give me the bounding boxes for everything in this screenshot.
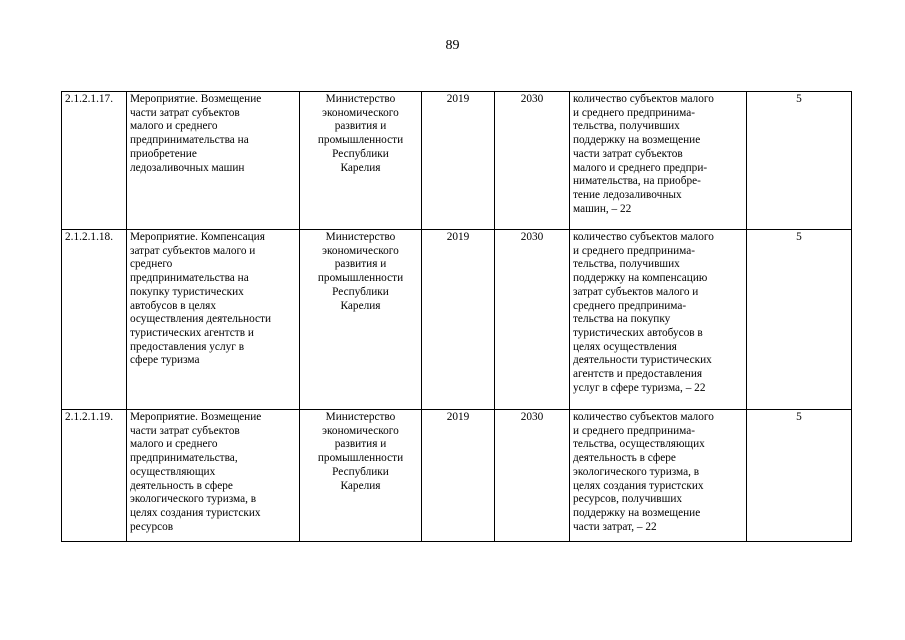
indicator-description-line: поддержку на возмещение <box>573 134 701 147</box>
executor-line: промышленности <box>317 452 404 465</box>
event-description-line: ледозаливочных машин <box>130 161 245 174</box>
item-number: 2.1.2.1.18. <box>62 230 127 410</box>
indicator-description-line: машин, – 22 <box>573 202 632 215</box>
indicator-description-line: малого и среднего предпри- <box>573 161 708 174</box>
event-description <box>127 92 300 230</box>
event-description-line: покупку туристических <box>130 285 244 298</box>
executor-line: промышленности <box>317 272 404 285</box>
end-year: 2030 <box>495 230 570 410</box>
event-description-line: Мероприятие. Возмещение <box>130 411 262 423</box>
event-description-line: малого и среднего <box>130 120 218 133</box>
event-description-line: экологического туризма, в <box>130 493 257 506</box>
indicator-value: 5 <box>747 230 852 410</box>
indicator-description-line: деятельности туристических <box>573 354 712 367</box>
indicator-description-line: и среднего предпринима- <box>573 244 696 257</box>
indicator-description-line: затрат субъектов малого и <box>573 285 699 298</box>
indicator-description-line: целях осуществления <box>573 340 677 353</box>
executor-line: развития и <box>334 438 387 451</box>
event-description-line: целях создания туристских <box>130 506 261 519</box>
indicator-description-line: части затрат субъектов <box>573 147 683 160</box>
indicator-description <box>570 230 747 410</box>
executor-line: развития и <box>334 258 387 271</box>
indicator-description-line: поддержку на компенсацию <box>573 272 708 285</box>
indicator-description-line: тельства, получивших <box>573 120 680 133</box>
executor-line: развития и <box>334 120 387 133</box>
executor <box>300 410 422 542</box>
indicator-description-line: среднего предпринима- <box>573 299 687 312</box>
event-description-line: сфере туризма <box>130 354 200 367</box>
end-year: 2030 <box>495 410 570 542</box>
executor <box>300 92 422 230</box>
event-description <box>127 410 300 542</box>
event-description-line: предпринимательства на <box>130 134 249 147</box>
indicator-description-line: туристических автобусов в <box>573 326 703 339</box>
table-body <box>62 92 852 542</box>
event-description <box>127 230 300 410</box>
executor-line: Карелия <box>340 479 381 492</box>
indicator-description-line: агентств и предоставления <box>573 368 703 381</box>
indicator-description-line: количество субъектов малого <box>573 93 714 105</box>
event-description-line: среднего <box>130 258 173 271</box>
executor-line: Республики <box>332 465 389 478</box>
end-year: 2030 <box>495 92 570 230</box>
event-description-line: части затрат субъектов <box>130 424 240 437</box>
event-description-line: осуществляющих <box>130 465 216 478</box>
event-description-line: малого и среднего <box>130 438 218 451</box>
executor-line: экономического <box>322 244 399 257</box>
executor <box>300 230 422 410</box>
executor-line: Республики <box>332 147 389 160</box>
event-description-line: предоставления услуг в <box>130 340 245 353</box>
event-description-line: части затрат субъектов <box>130 106 240 119</box>
indicator-description-line: услуг в сфере туризма, – 22 <box>573 381 706 394</box>
indicator-description-line: ресурсов, получивших <box>573 493 683 506</box>
executor-line: Карелия <box>340 161 381 174</box>
event-description-line: Мероприятие. Компенсация <box>130 231 265 243</box>
event-description-line: предпринимательства на <box>130 272 249 285</box>
executor-line: Министерство <box>325 231 396 243</box>
executor-line: Карелия <box>340 299 381 312</box>
event-description-line: автобусов в целях <box>130 299 216 312</box>
event-description-line: Мероприятие. Возмещение <box>130 93 262 105</box>
event-description-line: деятельность в сфере <box>130 479 233 492</box>
start-year: 2019 <box>422 92 495 230</box>
indicator-description-line: тельства на покупку <box>573 313 671 326</box>
indicator-description-line: нимательства, на приобре- <box>573 175 701 188</box>
table-row <box>62 230 852 410</box>
executor-line: экономического <box>322 424 399 437</box>
event-description-line: туристических агентств и <box>130 326 254 339</box>
indicator-description-line: и среднего предпринима- <box>573 106 696 119</box>
event-description-line: затрат субъектов малого и <box>130 244 256 257</box>
indicator-description-line: количество субъектов малого <box>573 411 714 423</box>
event-description-line: осуществления деятельности <box>130 313 272 326</box>
table-row <box>62 92 852 230</box>
executor-line: Республики <box>332 285 389 298</box>
indicator-value: 5 <box>747 92 852 230</box>
start-year: 2019 <box>422 230 495 410</box>
indicator-value: 5 <box>747 410 852 542</box>
indicator-description-line: поддержку на возмещение <box>573 506 701 519</box>
indicator-description-line: части затрат, – 22 <box>573 520 657 533</box>
event-description-line: приобретение <box>130 147 197 160</box>
start-year: 2019 <box>422 410 495 542</box>
event-description-line: предпринимательства, <box>130 452 238 465</box>
indicator-description-line: количество субъектов малого <box>573 231 714 243</box>
table-row <box>62 410 852 542</box>
item-number: 2.1.2.1.19. <box>62 410 127 542</box>
indicator-description-line: деятельность в сфере <box>573 452 676 465</box>
executor-line: Министерство <box>325 411 396 423</box>
indicator-description-line: целях создания туристских <box>573 479 704 492</box>
executor-line: экономического <box>322 106 399 119</box>
indicator-description-line: тельства, получивших <box>573 258 680 271</box>
executor-line: Министерство <box>325 93 396 105</box>
event-description-line: ресурсов <box>130 520 174 533</box>
page-number: 89 <box>445 38 460 53</box>
indicator-description <box>570 410 747 542</box>
item-number: 2.1.2.1.17. <box>62 92 127 230</box>
program-table <box>61 91 852 542</box>
indicator-description-line: тение ледозаливочных <box>573 188 682 201</box>
indicator-description-line: тельства, осуществляющих <box>573 438 705 451</box>
indicator-description <box>570 92 747 230</box>
indicator-description-line: и среднего предпринима- <box>573 424 696 437</box>
executor-line: промышленности <box>317 134 404 147</box>
indicator-description-line: экологического туризма, в <box>573 465 700 478</box>
